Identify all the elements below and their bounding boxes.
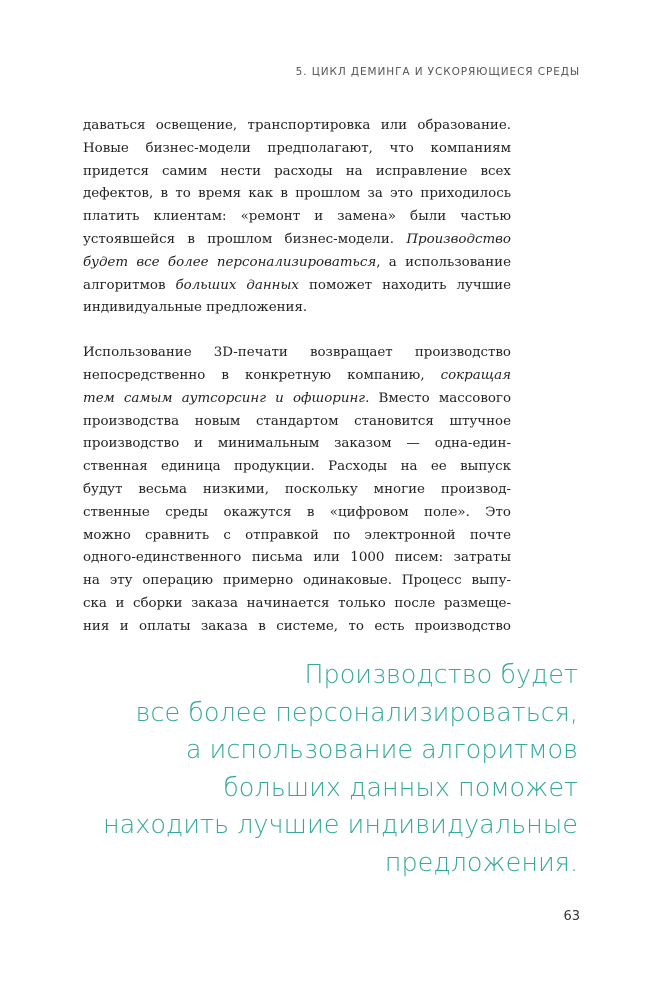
text-line <box>83 456 511 479</box>
pull-quote-line: находить лучшие индивидуальные <box>102 810 578 840</box>
pull-quote <box>58 657 578 882</box>
pull-quote-line: предложения. <box>384 847 578 878</box>
text-line <box>83 525 511 548</box>
text-run: непосредственно в конкретную компанию, <box>83 367 441 383</box>
text-run: одного-единственного письма или 1000 писем: затраты <box>83 550 511 566</box>
running-head: 5. ЦИКЛ ДЕМИНГА И УСКОРЯЮЩИЕСЯ СРЕДЫ <box>295 66 580 78</box>
text-run: дефектов, в то время как в прошлом за это приходилось <box>83 186 511 202</box>
text-line <box>83 365 511 388</box>
text-line <box>83 206 511 229</box>
text-line <box>83 570 511 593</box>
text-run: придется самим нести расходы на исправление всех <box>83 163 511 179</box>
text-line <box>83 252 511 275</box>
text-run: , а использование <box>376 254 511 270</box>
text-run: ственные среды окажутся в «цифровом поле». Это <box>83 504 511 520</box>
text-line <box>83 229 511 252</box>
text-line <box>83 433 511 456</box>
text-run: поможет находить лучшие <box>298 277 511 293</box>
pull-quote-line: больших данных поможет <box>223 772 578 803</box>
text-run: Новые бизнес-модели предполагают, что компаниям <box>83 140 511 156</box>
text-line <box>83 342 511 365</box>
text-run: . Вместо массового <box>365 390 512 406</box>
pull-quote-line: Производство будет <box>304 660 578 690</box>
italic-text: больших данных <box>175 277 299 293</box>
italic-text: Производство <box>406 231 511 247</box>
text-run: даваться освещение, транспортировка или образование. <box>83 118 511 133</box>
text-line <box>83 161 511 184</box>
text-run: производство и минимальным заказом — одна-един- <box>83 436 511 452</box>
text-run: алгоритмов <box>83 277 176 293</box>
text-line <box>83 138 511 161</box>
text-line <box>83 115 511 138</box>
pull-quote-line: все более персонализироваться, <box>135 697 578 728</box>
text-line <box>83 479 511 502</box>
body-text <box>83 115 511 639</box>
text-run: можно сравнить с отправкой по электронной почте <box>83 527 511 543</box>
text-line <box>83 616 511 639</box>
text-run: производства новым стандартом становится штучное <box>83 413 511 429</box>
text-line <box>83 593 511 616</box>
text-run: на эту операцию примерно одинаковые. Процесс выпу- <box>83 573 511 589</box>
text-run: ния и оплаты заказа в системе, то есть производство <box>83 618 511 634</box>
text-run: ственная единица продукции. Расходы на ее выпуск <box>83 459 511 475</box>
text-run: платить клиентам: «ремонт и замена» были частью <box>83 209 511 225</box>
page-number: 63 <box>563 909 580 924</box>
text-run: будут весьма низкими, поскольку многие производ- <box>83 481 511 497</box>
italic-text: тем самым аутсорсинг и офшоринг <box>83 390 366 406</box>
text-line <box>83 388 511 411</box>
text-line <box>83 275 511 298</box>
italic-text: будет все более персонализироваться <box>83 254 377 270</box>
text-run: ска и сборки заказа начинается только после размеще- <box>83 595 511 611</box>
paragraph-2 <box>83 342 511 638</box>
text-line <box>83 502 511 525</box>
text-line <box>83 547 511 570</box>
paragraph-spacer <box>83 320 511 342</box>
text-run: Использование 3D-печати возвращает производство <box>83 345 511 361</box>
italic-text: сокращая <box>440 367 511 383</box>
pull-quote-line: а использование алгоритмов <box>185 735 578 765</box>
text-run: устоявшейся в прошлом бизнес-модели. <box>83 231 407 247</box>
text-line <box>83 183 511 206</box>
text-run: индивидуальные предложения. <box>83 300 308 316</box>
text-line <box>83 297 511 320</box>
paragraph-1 <box>83 115 511 320</box>
text-line <box>83 411 511 434</box>
